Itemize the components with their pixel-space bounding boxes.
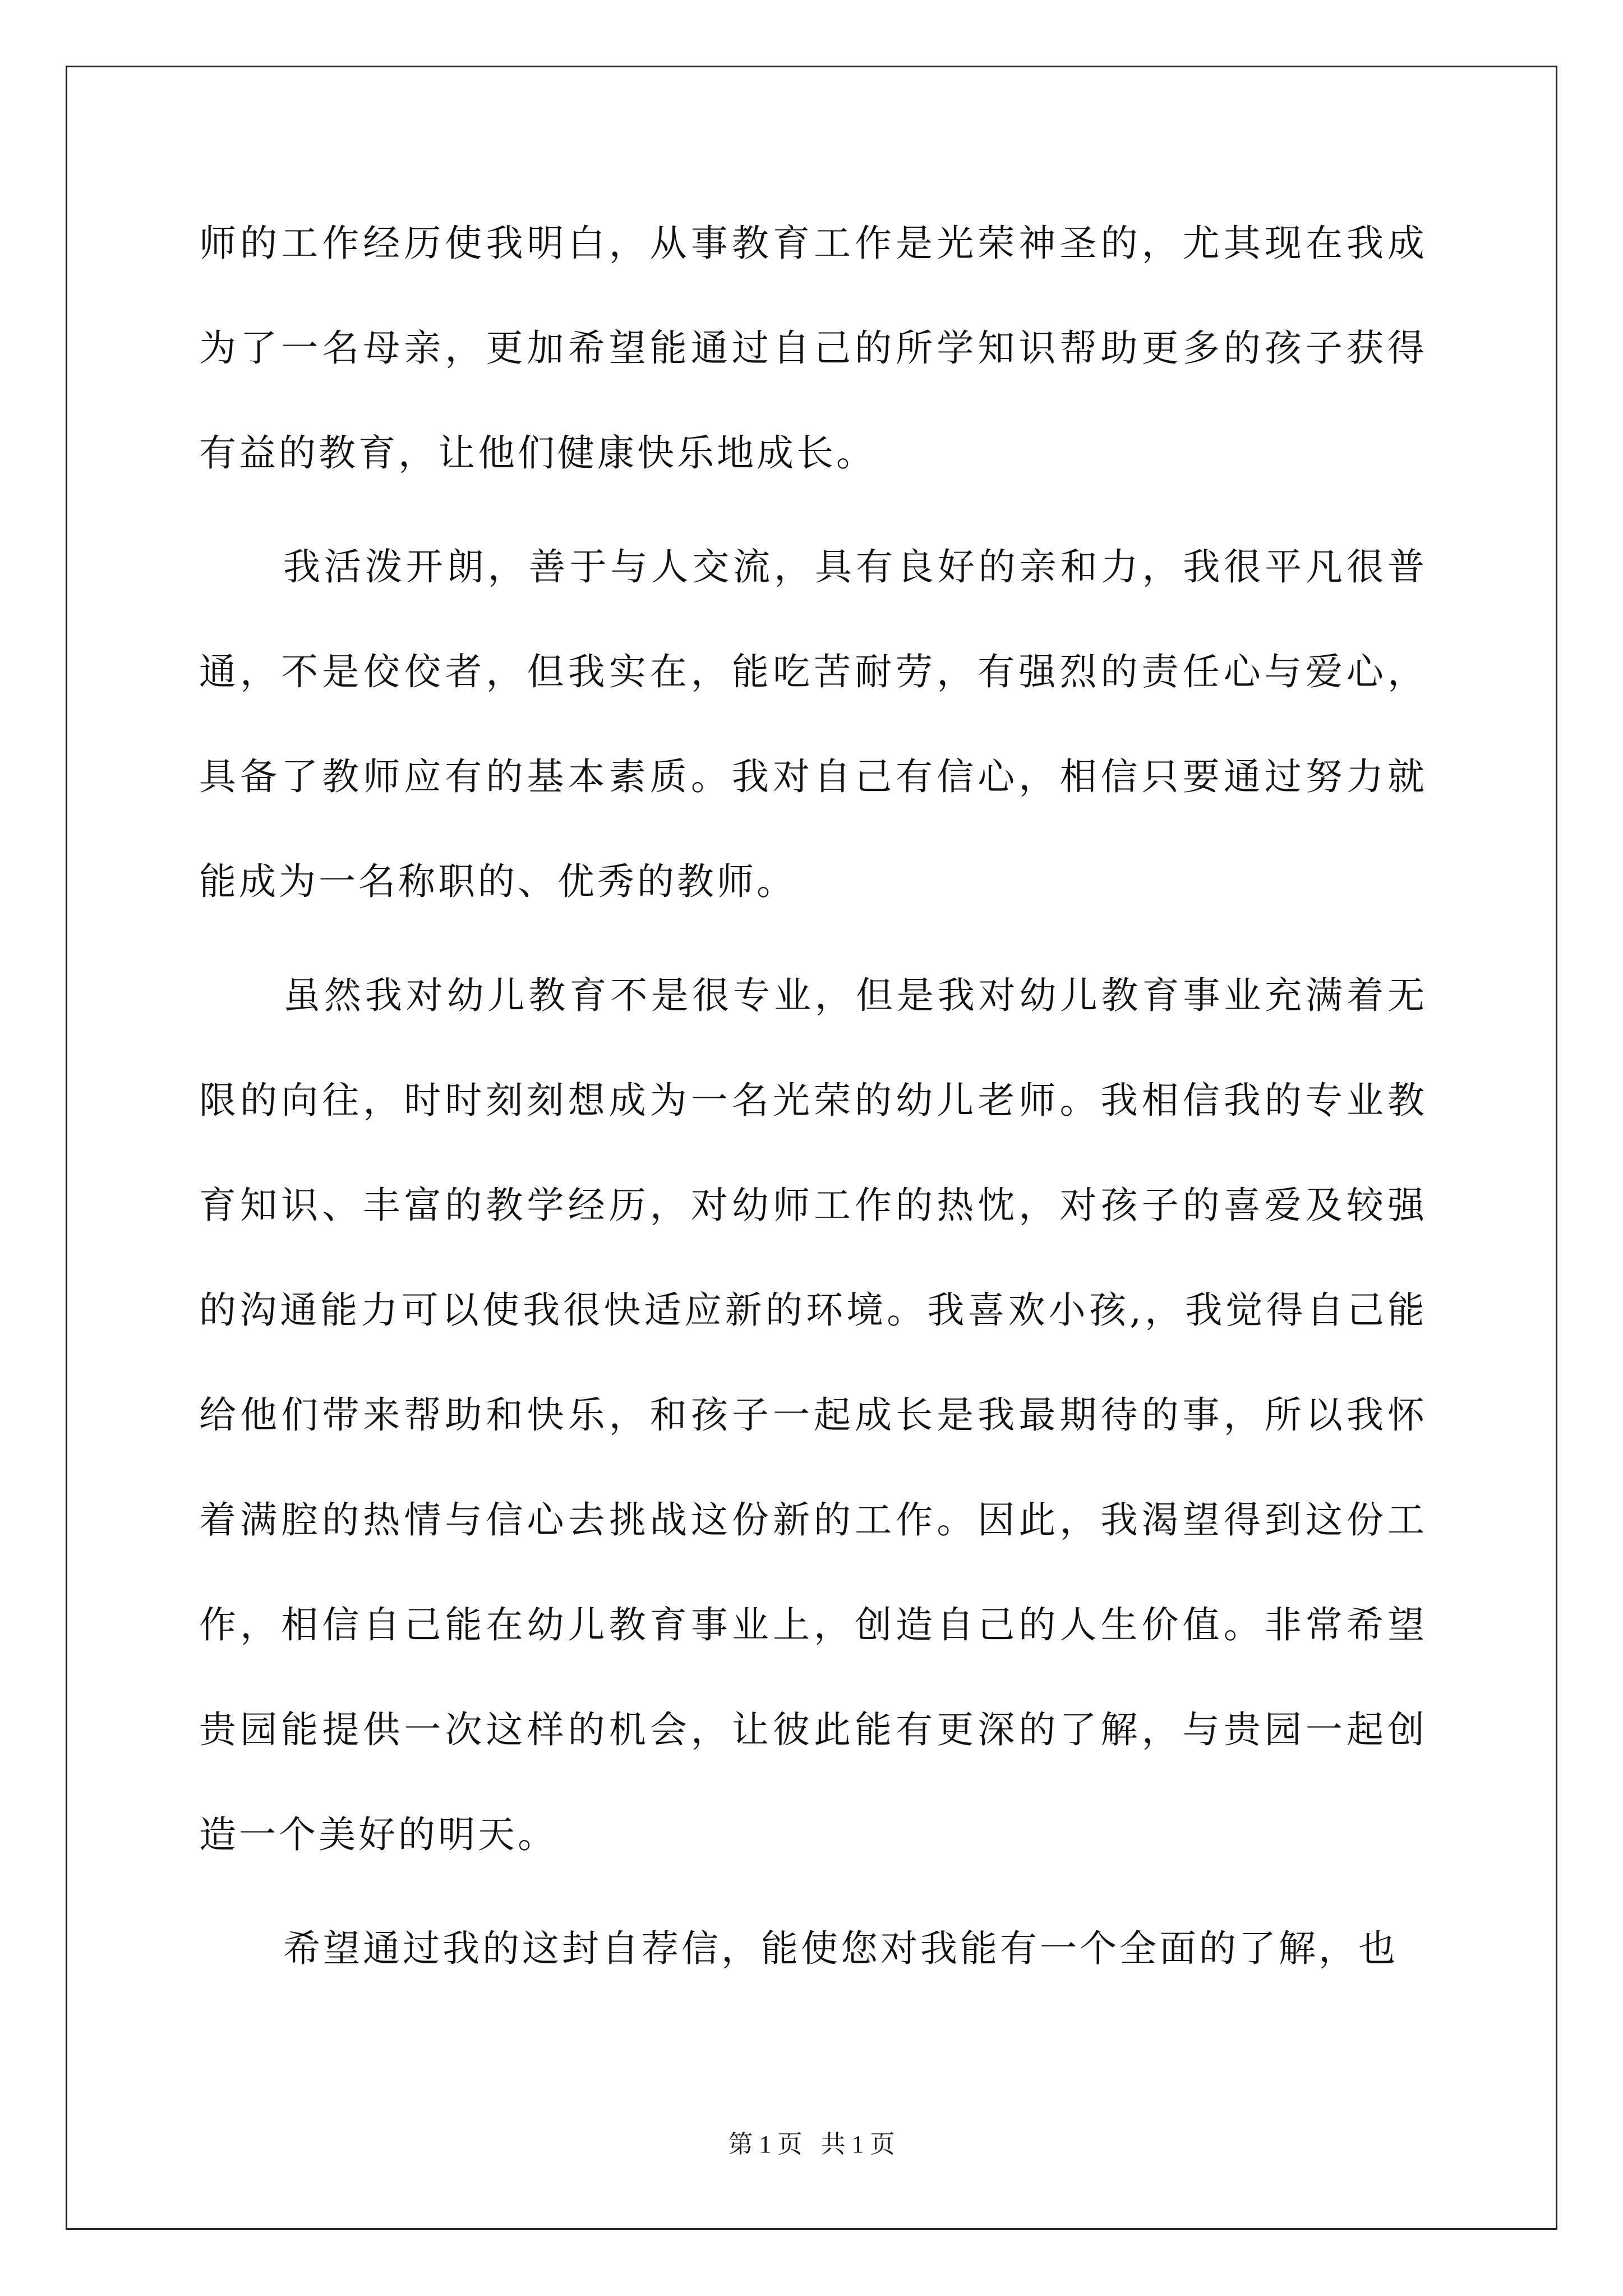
paragraph-continuation: 师的工作经历使我明白，从事教育工作是光荣神圣的，尤其现在我成为了一名母亲，更加希望能通过自己的所学知识帮助更多的孩子获得有益的教育，让他们健康快乐地成长。 (199, 222, 1427, 475)
document-body (199, 208, 1427, 2010)
paragraph-closing: 希望通过我的这封自荐信，能使您对我能有一个全面的了解，也 (283, 1927, 1398, 1970)
paragraph-personality: 我活泼开朗，善于与人交流，具有良好的亲和力，我很平凡很普通，不是佼佼者，但我实在，能吃苦耐劳，有强烈的责任心与爱心，具备了教师应有的基本素质。我对自己有信心，相信只要通过努力就能成为一名称职的、优秀的教师。 (199, 545, 1427, 903)
page-footer: 第 1 页 共 1 页 (728, 2131, 895, 2158)
paragraph-aspiration: 虽然我对幼儿教育不是很专业，但是我对幼儿教育事业充满着无限的向往，时时刻刻想成为一名光荣的幼儿老师。我相信我的专业教育知识、丰富的教学经历，对幼师工作的热忱，对孩子的喜爱及较强的沟通能力可以使我很快适应新的环境。我喜欢小孩,，我觉得自己能给他们带来帮助和快乐，和孩子一起成长是我最期待的事，所以我怀着满腔的热情与信心去挑战这份新的工作。因此，我渴望得到这份工作，相信自己能在幼儿教育事业上，创造自己的人生价值。非常希望贵园能提供一次这样的机会，让彼此能有更深的了解，与贵园一起创造一个美好的明天。 (199, 974, 1427, 1856)
